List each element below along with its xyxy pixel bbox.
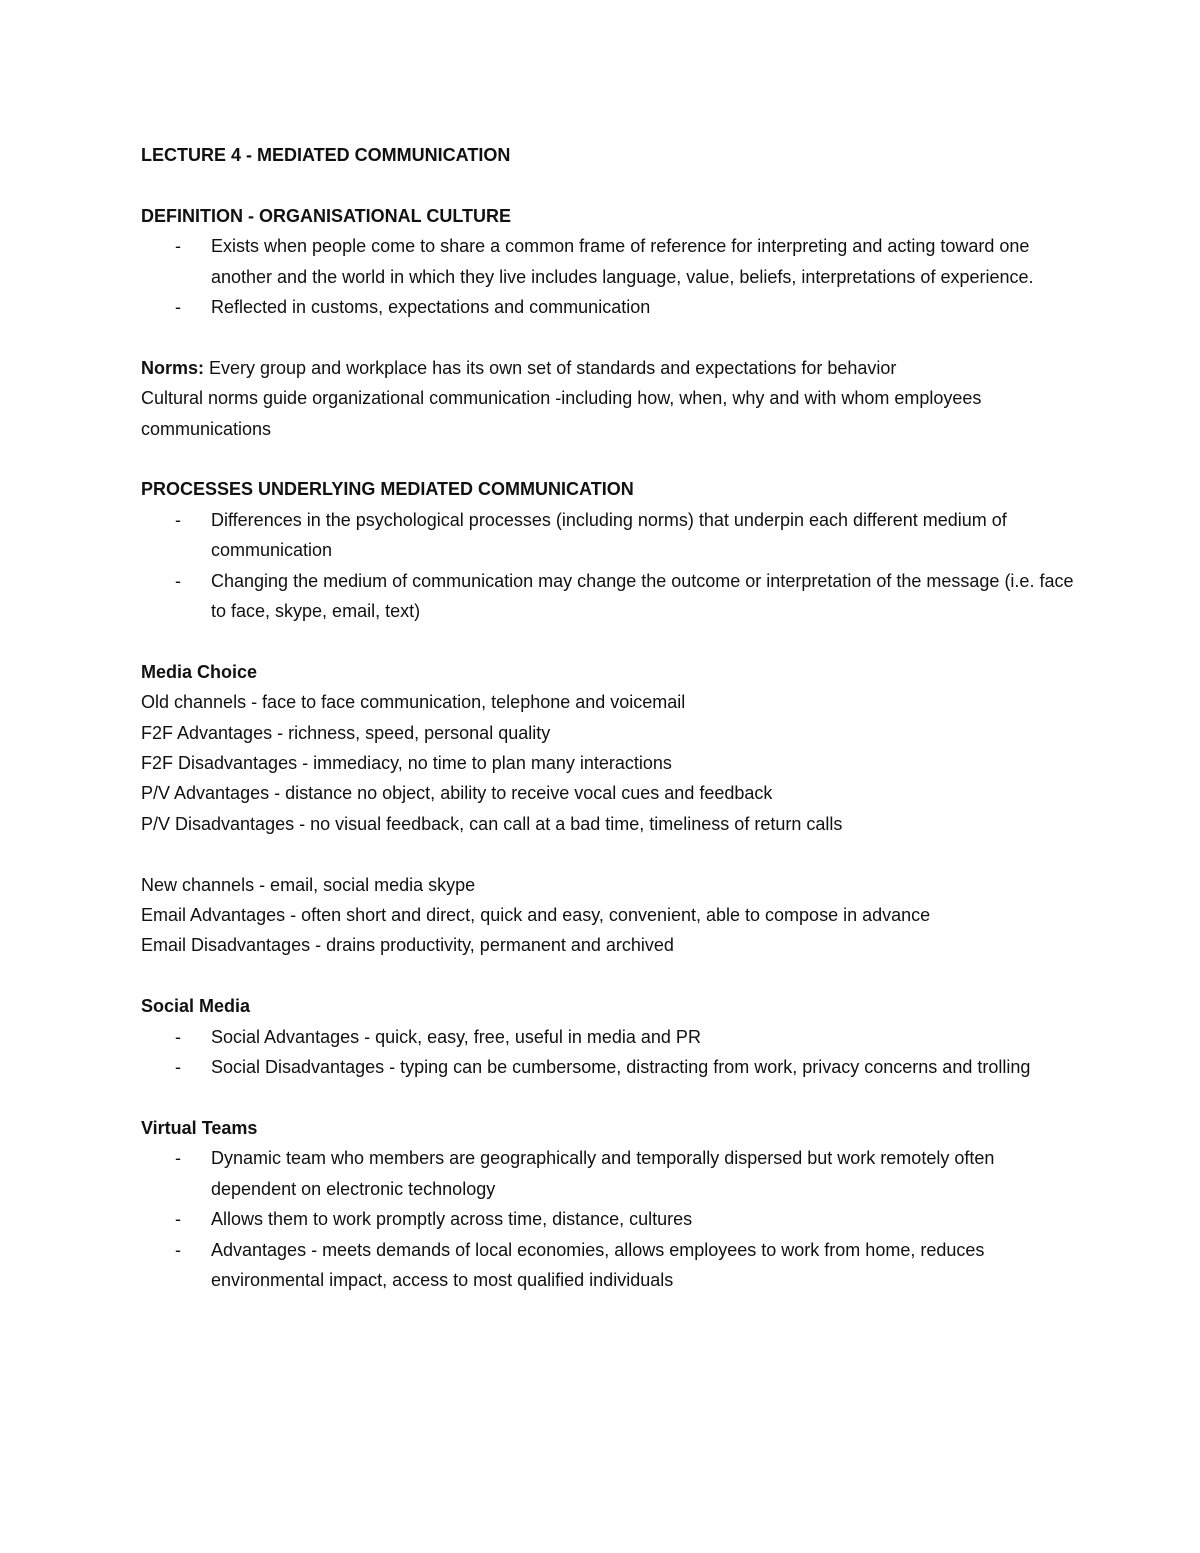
list-item <box>141 292 1081 322</box>
processes-heading: PROCESSES UNDERLYING MEDIATED COMMUNICATION <box>141 479 634 500</box>
bullet-text: Exists when people come to share a common frame of reference for interpreting and acting toward one another and the world in which they live includes language, value, beliefs, interpretations of experience. <box>211 236 1034 287</box>
list-item <box>141 1204 1081 1234</box>
list-item <box>141 231 1081 292</box>
document-page <box>141 140 1081 1295</box>
norms-label: Norms: <box>141 357 205 378</box>
norms-paragraph-2: Cultural norms guide organizational communication -including how, when, why and with whom employees communications <box>141 388 982 439</box>
bullet-dash: - <box>175 297 181 318</box>
bullet-text: Allows them to work promptly across time, distance, cultures <box>211 1209 693 1230</box>
spacer <box>141 839 1081 869</box>
bullet-dash: - <box>175 1239 181 1260</box>
list-item <box>141 505 1081 566</box>
definition-heading: DEFINITION - ORGANISATIONAL CULTURE <box>141 205 511 226</box>
spacer <box>141 1083 1081 1113</box>
list-item <box>141 566 1081 627</box>
spacer <box>141 626 1081 656</box>
bullet-text: Changing the medium of communication may change the outcome or interpretation of the message (i.e. face to face, skype, email, text) <box>211 570 1074 622</box>
virtual-teams-heading: Virtual Teams <box>141 1117 258 1138</box>
bullet-text: Reflected in customs, expectations and communication <box>211 297 651 318</box>
bullet-dash: - <box>175 509 181 530</box>
virtual-teams-bullet-list <box>141 1143 1081 1295</box>
list-item <box>141 1235 1081 1296</box>
media-choice-line: F2F Disadvantages - immediacy, no time to plan many interactions <box>141 753 672 774</box>
spacer <box>141 170 1081 200</box>
bullet-dash: - <box>175 570 181 591</box>
social-media-heading: Social Media <box>141 996 251 1017</box>
media-choice-line: P/V Disadvantages - no visual feedback, can call at a bad time, timeliness of return calls <box>141 813 843 834</box>
spacer <box>141 961 1081 991</box>
definition-bullet-list <box>141 231 1081 322</box>
list-item <box>141 1022 1081 1052</box>
bullet-dash: - <box>175 1148 181 1169</box>
bullet-dash: - <box>175 1057 181 1078</box>
spacer <box>141 444 1081 474</box>
bullet-text: Differences in the psychological processes (including norms) that underpin each different medium of communication <box>211 509 1007 561</box>
bullet-text: Social Advantages - quick, easy, free, useful in media and PR <box>211 1026 701 1047</box>
new-channels-line: Email Disadvantages - drains productivity, permanent and archived <box>141 935 674 956</box>
bullet-text: Dynamic team who members are geographically and temporally dispersed but work remotely often dependent on electronic technology <box>211 1148 995 1199</box>
new-channels-line: Email Advantages - often short and direct, quick and easy, convenient, able to compose in advance <box>141 905 931 926</box>
bullet-dash: - <box>175 236 181 257</box>
norms-paragraph <box>141 353 1081 383</box>
social-media-bullet-list <box>141 1022 1081 1083</box>
media-choice-heading: Media Choice <box>141 661 258 682</box>
norms-text: Every group and workplace has its own set of standards and expectations for behavior <box>204 357 897 378</box>
spacer <box>141 322 1081 352</box>
bullet-dash: - <box>175 1209 181 1230</box>
new-channels-line: New channels - email, social media skype <box>141 874 476 895</box>
bullet-dash: - <box>175 1026 181 1047</box>
media-choice-line: P/V Advantages - distance no object, ability to receive vocal cues and feedback <box>141 783 773 804</box>
bullet-text: Advantages - meets demands of local economies, allows employees to work from home, reduces environmental impact, access to most qualified individuals <box>211 1239 985 1290</box>
media-choice-line: Old channels - face to face communication, telephone and voicemail <box>141 692 686 713</box>
bullet-text: Social Disadvantages - typing can be cumbersome, distracting from work, privacy concerns and trolling <box>211 1057 1031 1078</box>
processes-bullet-list <box>141 505 1081 627</box>
list-item <box>141 1143 1081 1204</box>
media-choice-line: F2F Advantages - richness, speed, personal quality <box>141 722 551 743</box>
document-title: LECTURE 4 - MEDIATED COMMUNICATION <box>141 145 511 165</box>
list-item <box>141 1052 1081 1082</box>
